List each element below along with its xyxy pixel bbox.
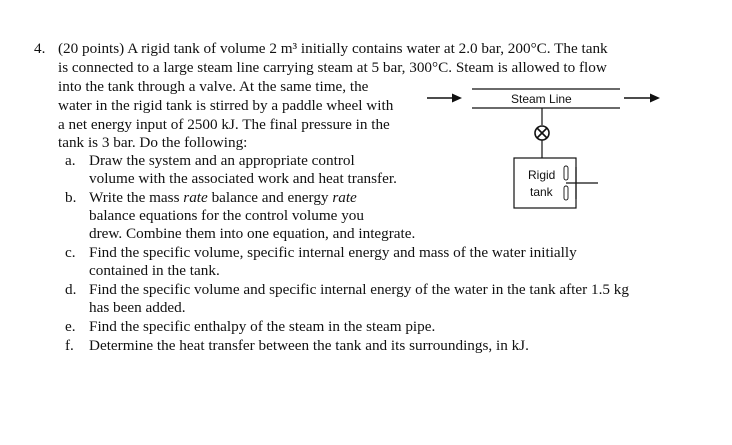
valve-icon <box>535 126 549 140</box>
part-d-label: d. <box>65 281 77 298</box>
part-a-label: a. <box>65 152 76 169</box>
part-e-line-1: Find the specific enthalpy of the steam in the steam pipe. <box>89 318 436 335</box>
tank-label-line-2: tank <box>530 185 553 199</box>
intro-line-4: water in the rigid tank is stirred by a paddle wheel with <box>58 97 394 114</box>
steam-tank-diagram <box>410 80 670 215</box>
part-b-line-1 <box>89 189 357 207</box>
part-b-rate-2: rate <box>332 189 357 206</box>
part-c-line-2: contained in the tank. <box>89 262 220 279</box>
part-b-rate-1: rate <box>183 189 208 206</box>
part-a-line-2: volume with the associated work and heat transfer. <box>89 170 397 187</box>
part-a-line-1: Draw the system and an appropriate control <box>89 152 355 169</box>
part-b-line-3: drew. Combine them into one equation, and integrate. <box>89 225 416 242</box>
part-f-label: f. <box>65 337 74 354</box>
part-b-text-1: Write the mass <box>89 189 184 206</box>
part-f-line-1: Determine the heat transfer between the tank and its surroundings, in kJ. <box>89 337 529 354</box>
part-b-label: b. <box>65 189 77 206</box>
tank-label-line-1: Rigid <box>528 168 556 182</box>
part-c-label: c. <box>65 244 76 261</box>
part-b-text-2: balance and energy <box>207 189 333 206</box>
intro-line-6: tank is 3 bar. Do the following: <box>58 134 248 151</box>
problem-number: 4. <box>34 40 46 57</box>
part-b-line-2: balance equations for the control volume you <box>89 207 364 224</box>
intro-line-3: into the tank through a valve. At the same time, the <box>58 78 369 95</box>
inlet-arrow-icon <box>427 94 462 103</box>
intro-line-1: (20 points) A rigid tank of volume 2 m³ initially contains water at 2.0 bar, 200°C. The tank <box>58 40 608 57</box>
outlet-arrow-icon <box>624 94 660 103</box>
part-c-line-1: Find the specific volume, specific internal energy and mass of the water initially <box>89 244 577 261</box>
part-d-line-1: Find the specific volume and specific internal energy of the water in the tank after 1.5 kg <box>89 281 629 298</box>
intro-line-2: is connected to a large steam line carrying steam at 5 bar, 300°C. Steam is allowed to flow <box>58 59 607 76</box>
part-e-label: e. <box>65 318 76 335</box>
steam-line-label: Steam Line <box>511 92 572 106</box>
part-d-line-2: has been added. <box>89 299 186 316</box>
intro-line-5: a net energy input of 2500 kJ. The final pressure in the <box>58 116 390 133</box>
